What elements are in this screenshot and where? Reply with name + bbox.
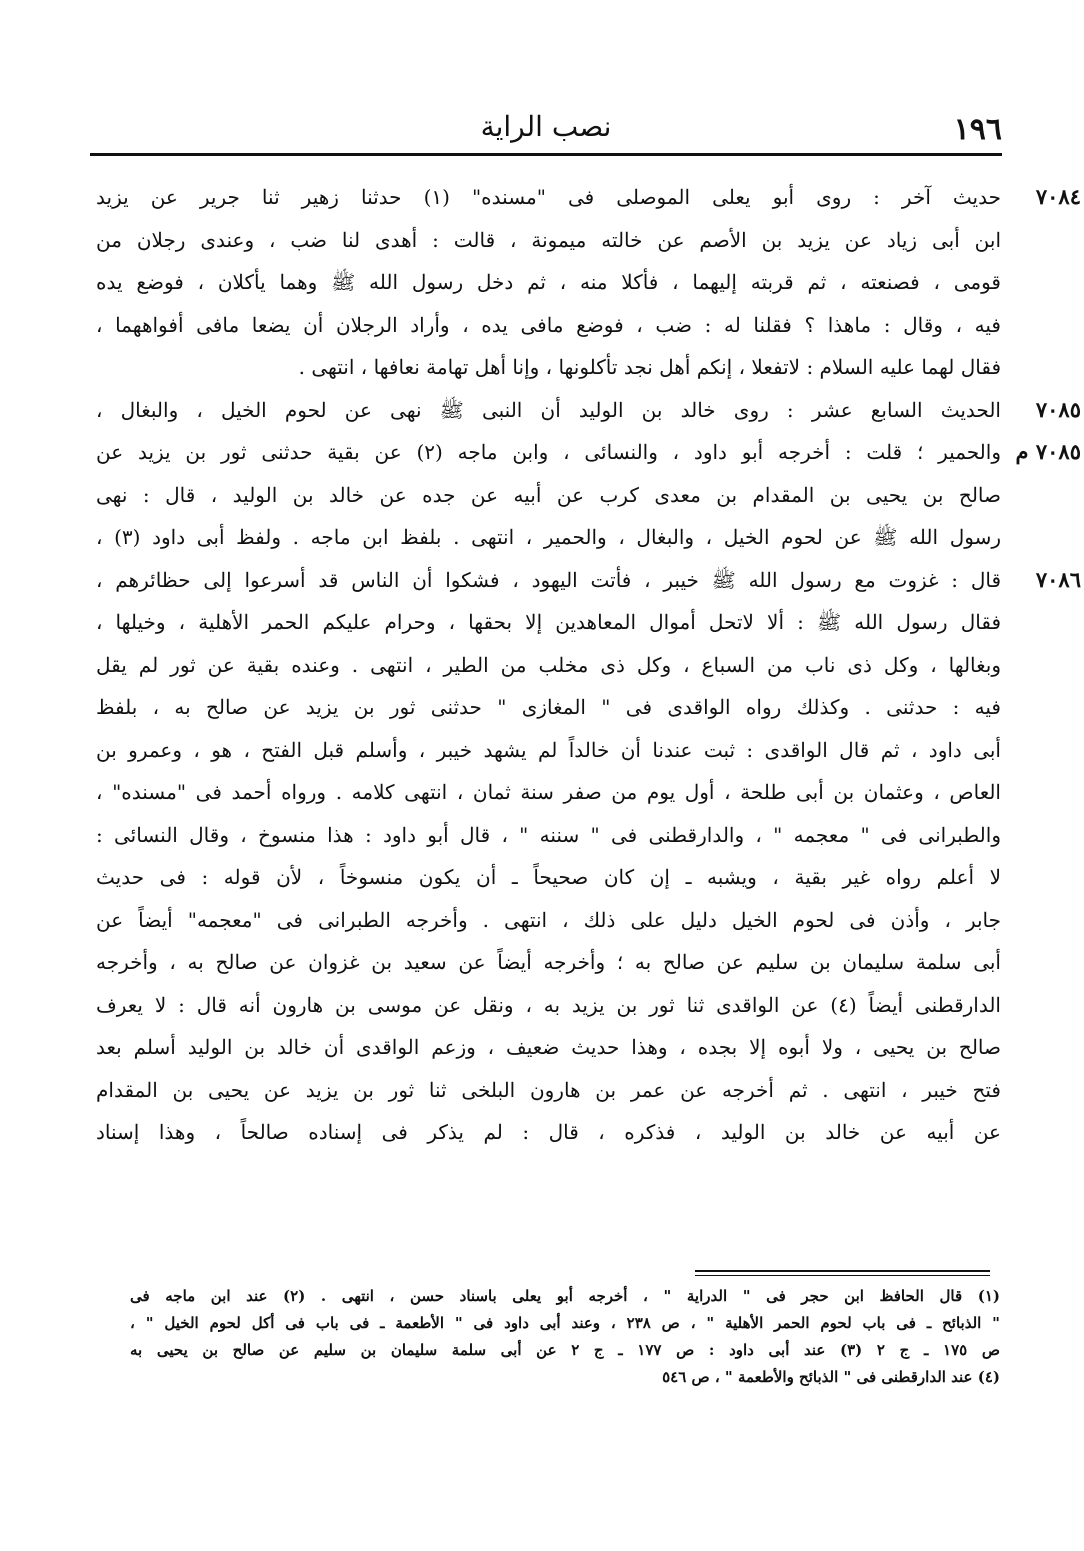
text-line: [96, 601, 1081, 644]
header-rule: [90, 153, 1002, 156]
line-text: لا أعلم رواه غير بقية ، ويشبه ـ إن كان صحيحاً ـ أن يكون منسوخاً ، لأن قوله : فى حديث: [96, 865, 1001, 889]
text-line: [96, 686, 1081, 729]
text-line: [96, 984, 1081, 1027]
line-text: فيه : حدثنى . وكذلك رواه الواقدى فى " المغازى " حدثنى ثور بن يزيد عن صالح به ، بلفظ: [96, 695, 1001, 719]
running-title: نصب الراية: [480, 110, 612, 143]
text-line: [96, 771, 1081, 814]
line-text: أبى سلمة سليمان بن سليم عن صالح به ؛ وأخرجه أيضاً عن سعيد بن غزوان عن صالح به ، وأخرجه: [96, 950, 1001, 974]
text-line: [96, 516, 1081, 559]
line-text: الدارقطنى أيضاً (٤) عن الواقدى ثنا ثور بن يزيد به ، ونقل عن موسى بن هارون أنه قال : لا يعرف: [96, 992, 1001, 1017]
text-line: [96, 346, 1081, 389]
text-line: [96, 899, 1081, 942]
text-line: [96, 431, 1081, 474]
text-line: [96, 729, 1081, 772]
line-text: ابن أبى زياد عن يزيد بن الأصم عن خالته ميمونة ، قالت : أهدى لنا ضب ، وعندى رجلان من: [96, 227, 1001, 252]
footnote-rule-thin: [695, 1275, 990, 1276]
line-text: صالح بن يحيى ، ولا أبوه إلا بجده ، وهذا حديث ضعيف ، وزعم الواقدى أن خالد بن الوليد أسلم بعد: [96, 1035, 1001, 1059]
hadith-number: ٧٠٨٦: [1035, 566, 1081, 592]
page-number: ١٩٦: [953, 112, 1002, 147]
text-line: [96, 474, 1081, 517]
page-header: [90, 104, 1002, 154]
text-line: [96, 559, 1081, 602]
line-text: جابر ، وأذن فى لحوم الخيل دليل على ذلك ، انتهى . وأخرجه الطبرانى فى "معجمه" أيضاً عن: [96, 907, 1001, 932]
line-text: فقال رسول الله ﷺ : ألا لاتحل أموال المعاهدين إلا بحقها ، وحرام عليكم الحمر الأهلية ، وخيلها ،: [96, 610, 1001, 634]
text-line: [96, 644, 1081, 687]
text-line: [96, 176, 1081, 219]
text-line: [96, 219, 1081, 262]
footnote-line: " الذبائح ـ فى باب لحوم الحمر الأهلية " ، ص ٢٣٨ ، وعند أبى داود فى " الأطعمة ـ فى باب فى أكل لحوم الخيل " ،: [130, 1314, 1000, 1332]
line-text: عن أبيه عن خالد بن الوليد ، فذكره ، قال : لم يذكر فى إسناده صالحاً ، وهذا إسناد: [96, 1120, 1001, 1144]
line-text: والحمير ؛ قلت : أخرجه أبو داود ، والنسائى ، وابن ماجه (٢) عن بقية حدثنى ثور بن يزيد عن: [96, 440, 1001, 464]
line-text: فقال لهما عليه السلام : لاتفعلا ، إنكم أهل نجد تأكلونها ، وإنا أهل تهامة نعافها ، انتهى .: [298, 355, 1001, 379]
text-line: [96, 814, 1081, 857]
line-text: قومى ، فصنعته ، ثم قربته إليهما ، فأكلا منه ، ثم دخل رسول الله ﷺ وهما يأكلان ، فوضع يده: [96, 270, 1001, 294]
text-line: [96, 389, 1081, 432]
line-text: أبى داود ، ثم قال الواقدى : ثبت عندنا أن خالداً لم يشهد خيبر ، وأسلم قبل الفتح ، هو ، وعمرو بن: [96, 737, 1001, 762]
footnotes: [130, 1283, 1000, 1391]
main-text: [96, 176, 1081, 1154]
text-line: [96, 1026, 1081, 1069]
line-text: وبغالها ، وكل ذى ناب من السباع ، وكل ذى مخلب من الطير ، انتهى . وعنده بقية عن ثور لم يقل: [96, 652, 1001, 677]
line-text: الحديث السابع عشر : روى خالد بن الوليد أن النبى ﷺ نهى عن لحوم الخيل ، والبغال ،: [96, 397, 1001, 422]
hadith-number: ٧٠٨٥ م: [1015, 439, 1081, 464]
text-line: [96, 856, 1081, 899]
text-line: [96, 1111, 1081, 1154]
footnote-line: (١) قال الحافظ ابن حجر فى " الدراية " ، أخرجه أبو يعلى باسناد حسن ، انتهى . (٢) عند ابن ماجه فى: [130, 1287, 1000, 1305]
line-text: والطبرانى فى " معجمه " ، والدارقطنى فى " سننه " ، قال أبو داود : هذا منسوخ ، وقال النسائى :: [96, 822, 1001, 847]
text-line: [96, 304, 1081, 347]
footnote-line: ص ١٧٥ ـ ج ٢ (٣) عند أبى داود : ص ١٧٧ ـ ج ٢ عن أبى سلمة سليمان بن سليم عن صالح بن يحيى به: [130, 1341, 1000, 1359]
line-text: فيه ، وقال : ماهذا ؟ فقلنا له : ضب ، فوضع مافى يده ، وأراد الرجلان أن يضعا مافى أفواههما ،: [96, 312, 1001, 337]
text-line: [96, 1069, 1081, 1112]
line-text: العاص ، وعثمان بن أبى طلحة ، أول يوم من صفر سنة ثمان ، انتهى كلامه . ورواه أحمد فى "مسنده" ،: [96, 780, 1001, 804]
hadith-number: ٧٠٨٥: [1035, 396, 1081, 422]
line-text: حديث آخر : روى أبو يعلى الموصلى فى "مسنده" (١) حدثنا زهير ثنا جرير عن يزيد: [96, 185, 1001, 209]
line-text: صالح بن يحيى بن المقدام بن معدى كرب عن أبيه عن جده عن خالد بن الوليد ، قال : نهى: [96, 482, 1001, 507]
line-text: رسول الله ﷺ عن لحوم الخيل ، والبغال ، والحمير ، انتهى . بلفظ ابن ماجه . ولفظ أبى داود (٣) ،: [96, 525, 1001, 549]
line-text: فتح خيبر ، انتهى . ثم أخرجه عن عمر بن هارون البلخى ثنا ثور بن يزيد عن يحيى بن المقدام: [96, 1077, 1001, 1102]
footnote-line: (٤) عند الدارقطنى فى " الذبائح والأطعمة " ، ص ٥٤٦: [662, 1368, 1000, 1386]
text-line: [96, 261, 1081, 304]
line-text: قال : غزوت مع رسول الله ﷺ خيبر ، فأتت اليهود ، فشكوا أن الناس قد أسرعوا إلى حظائرهم ،: [96, 567, 1001, 592]
hadith-number: ٧٠٨٤: [1035, 184, 1081, 209]
text-line: [96, 941, 1081, 984]
footnote-rule: [695, 1270, 990, 1272]
